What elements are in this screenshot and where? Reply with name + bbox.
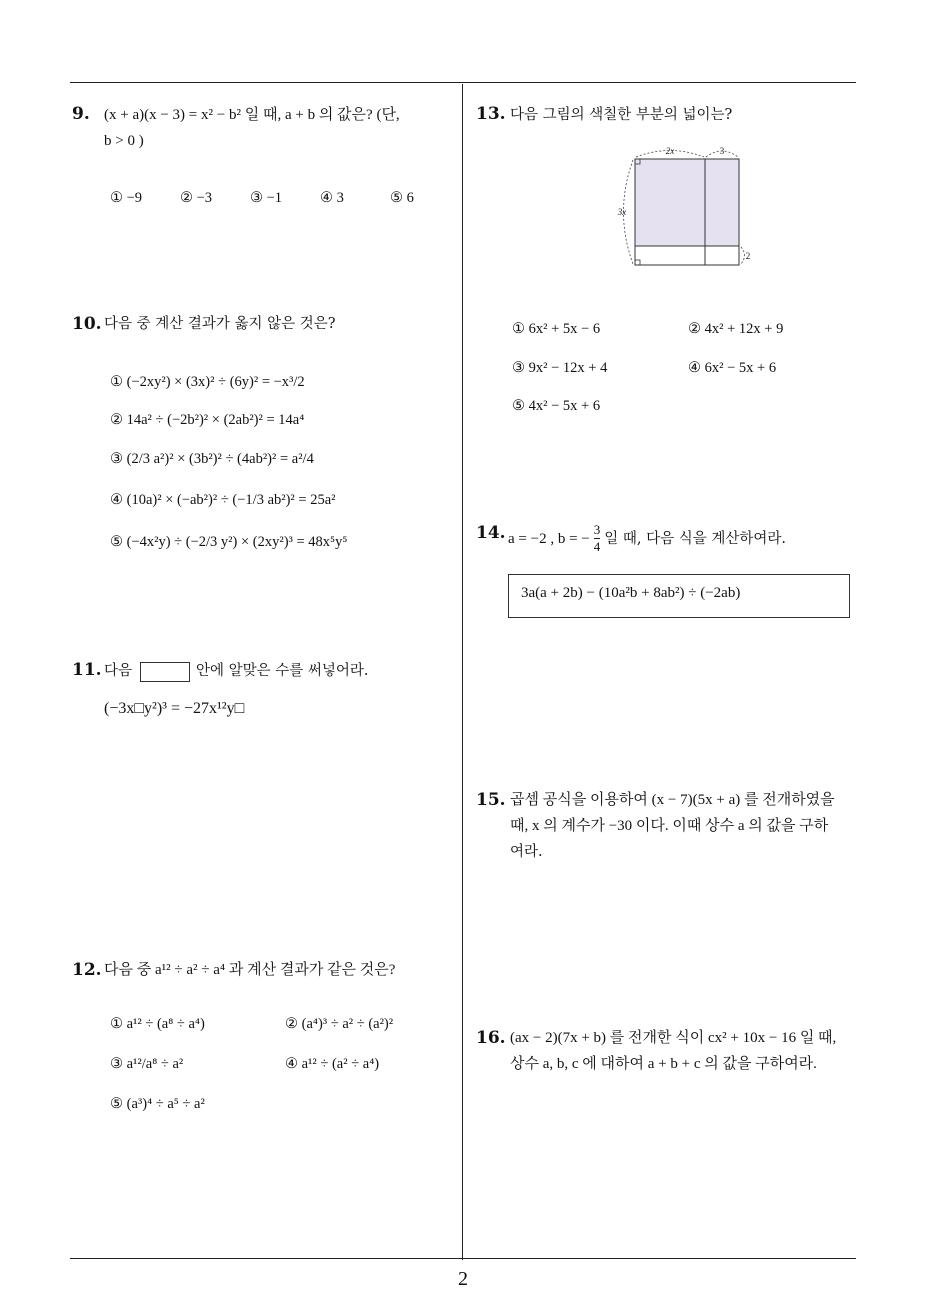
q11-stem-end: 안에 알맞은 수를 써넣어라.: [196, 663, 369, 679]
q10-number: 10.: [72, 314, 102, 334]
q10-option-3[interactable]: ③ (2/3 a²)² × (3b²)² ÷ (4ab²)² = a²/4: [110, 451, 314, 467]
q9-option-5[interactable]: ⑤ 6: [390, 190, 414, 206]
q14-stem-instruction: 일 때, 다음 식을 계산하여라.: [604, 530, 786, 547]
q13-label-3: 3: [719, 146, 725, 156]
q16-line-2: 상수 a, b, c 에 대하여 a + b + c 의 값을 구하여라.: [510, 1056, 817, 1072]
q11-stem-start: 다음: [104, 663, 133, 679]
q13-figure: [600, 140, 770, 275]
q14-fraction-denominator: 4: [593, 539, 601, 554]
page-number: 2: [458, 1268, 468, 1290]
q11-equation[interactable]: (−3x□y²)³ = −27x¹²y□: [104, 700, 245, 717]
q16-number: 16.: [476, 1028, 506, 1048]
q14-fraction: [594, 522, 601, 555]
q13-label-2x: 2x: [665, 146, 675, 156]
q15-line-3: 여라.: [510, 844, 543, 860]
q12-option-5[interactable]: ⑤ (a³)⁴ ÷ a⁵ ÷ a²: [110, 1096, 205, 1112]
q15-line-2: 때, x 의 계수가 −30 이다. 이때 상수 a 의 값을 구하: [510, 818, 829, 834]
q15-number: 15.: [476, 790, 506, 810]
q13-number: 13.: [476, 104, 506, 124]
q13-option-2[interactable]: ② 4x² + 12x + 9: [688, 321, 784, 337]
q14-expression: 3a(a + 2b) − (10a²b + 8ab²) ÷ (−2ab): [521, 585, 741, 601]
q14-number: 14.: [476, 523, 506, 543]
q10-option-2[interactable]: ② 14a² ÷ (−2b²)² × (2ab²)² = 14a⁴: [110, 412, 305, 428]
q12-option-4[interactable]: ④ a¹² ÷ (a² ÷ a⁴): [285, 1056, 380, 1072]
q13-label-3x: 3x: [617, 207, 627, 217]
q13-option-1[interactable]: ① 6x² + 5x − 6: [512, 321, 601, 337]
q16-line-1: (ax − 2)(7x + b) 를 전개한 식이 cx² + 10x − 16 일 때,: [510, 1030, 837, 1046]
q12-option-1[interactable]: ① a¹² ÷ (a⁸ ÷ a⁴): [110, 1016, 205, 1032]
q9-stem-continued: b > 0 ): [104, 133, 144, 149]
q9-option-4[interactable]: ④ 3: [320, 190, 344, 206]
q10-option-1[interactable]: ① (−2xy²) × (3x)² ÷ (6y)² = −x³/2: [110, 374, 305, 390]
q12-option-3[interactable]: ③ a¹²/a⁸ ÷ a²: [110, 1056, 184, 1072]
q15-line-1: 곱셈 공식을 이용하여 (x − 7)(5x + a) 를 전개하였을: [510, 792, 835, 808]
q11-number: 11.: [72, 660, 102, 680]
q13-label-2: 2: [745, 251, 751, 261]
q14-expression-box: [508, 574, 850, 618]
q13-shaded-region: [635, 159, 739, 246]
bottom-rule: [70, 1258, 856, 1259]
q10-option-4[interactable]: ④ (10a)² × (−ab²)² ÷ (−1/3 ab²)² = 25a²: [110, 492, 336, 508]
q13-option-3[interactable]: ③ 9x² − 12x + 4: [512, 360, 608, 376]
q9-stem: (x + a)(x − 3) = x² − b² 일 때, a + b 의 값은? (단,: [104, 107, 400, 123]
q11-blank-box: [140, 662, 190, 682]
q13-option-4[interactable]: ④ 6x² − 5x + 6: [688, 360, 777, 376]
top-rule: [70, 82, 856, 83]
q9-option-3[interactable]: ③ −1: [250, 190, 283, 206]
q14-stem-values: a = −2 , b = −: [508, 530, 590, 547]
column-divider: [462, 84, 463, 1260]
q13-stem: 다음 그림의 색칠한 부분의 넓이는?: [510, 107, 733, 123]
q9-option-2[interactable]: ② −3: [180, 190, 213, 206]
q13-option-5[interactable]: ⑤ 4x² − 5x + 6: [512, 398, 601, 414]
q14-stem: [508, 522, 786, 555]
q14-fraction-numerator: 3: [593, 522, 601, 537]
q9-number: 9.: [72, 104, 90, 124]
q9-option-1[interactable]: ① −9: [110, 190, 143, 206]
q12-option-2[interactable]: ② (a⁴)³ ÷ a² ÷ (a²)²: [285, 1016, 394, 1032]
q10-option-5[interactable]: ⑤ (−4x²y) ÷ (−2/3 y²) × (2xy²)³ = 48x⁵y⁵: [110, 534, 348, 550]
q10-stem: 다음 중 계산 결과가 옳지 않은 것은?: [104, 316, 336, 332]
q12-stem: 다음 중 a¹² ÷ a² ÷ a⁴ 과 계산 결과가 같은 것은?: [104, 962, 396, 978]
q12-number: 12.: [72, 960, 102, 980]
